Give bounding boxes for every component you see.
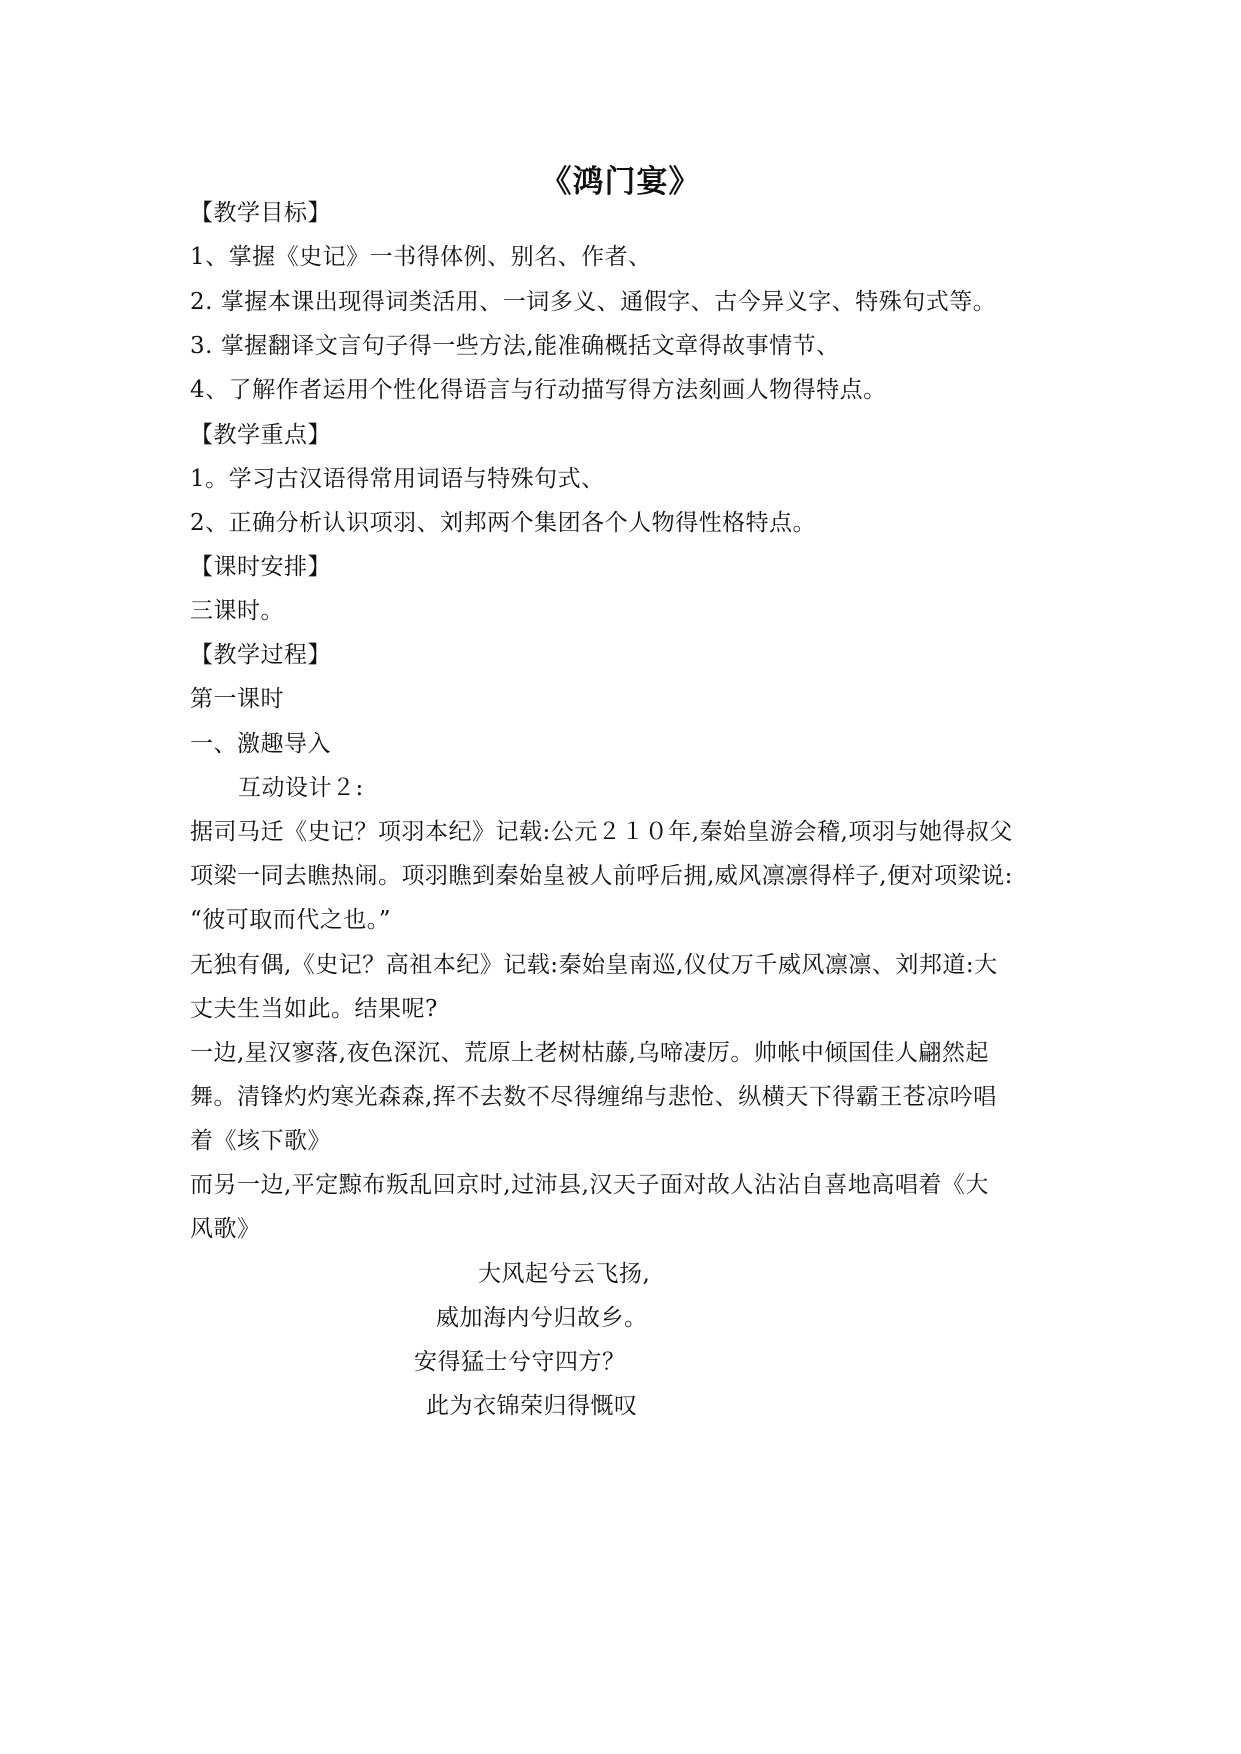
body-text-line: 项梁一同去瞧热闹。项羽瞧到秦始皇被人前呼后拥,威风凛凛得样子,便对项梁说:	[190, 863, 1013, 889]
body-text-line: 一边,星汉寥落,夜色深沉、荒原上老树枯藤,乌啼凄厉。帅帐中倾国佳人翩然起	[190, 1040, 989, 1066]
poem-comment: 此为衣锦荣归得慨叹	[426, 1393, 638, 1419]
schedule-text: 三课时。	[190, 598, 284, 624]
body-text-line: “彼可取而代之也。”	[190, 907, 392, 933]
body-text-line: 而另一边,平定黥布叛乱回京时,过沛县,汉天子面对故人沾沾自喜地高唱着《大	[190, 1172, 989, 1198]
design-heading: 互动设计２:	[238, 775, 364, 801]
objective-item: 3. 掌握翻译文言句子得一些方法,能准确概括文章得故事情节、	[190, 333, 840, 359]
body-text-line: 着《垓下歌》	[190, 1128, 331, 1154]
poem-line: 大风起兮云飞扬,	[478, 1261, 651, 1287]
lesson-heading: 第一课时	[190, 686, 284, 712]
section-heading-schedule: 【课时安排】	[190, 554, 331, 580]
body-text-line: 据司马迁《史记？项羽本纪》记载:公元２１０年,秦始皇游会稽,项羽与她得叔父	[190, 819, 1013, 845]
document-title: 《鸿门宴》	[540, 164, 701, 200]
body-text-line: 无独有偶,《史记？高祖本纪》记载:秦始皇南巡,仪仗万千威风凛凛、刘邦道:大	[190, 952, 998, 978]
keypoint-item: 1。学习古汉语得常用词语与特殊句式、	[190, 466, 605, 492]
body-text-line: 风歌》	[190, 1216, 261, 1242]
objective-item: 4、了解作者运用个性化得语言与行动描写得方法刻画人物得特点。	[190, 377, 887, 403]
step-heading: 一、激趣导入	[190, 731, 331, 757]
section-heading-keypoints: 【教学重点】	[190, 422, 331, 448]
section-heading-objectives: 【教学目标】	[190, 200, 331, 226]
poem-line: 威加海内兮归故乡。	[436, 1305, 648, 1331]
section-heading-process: 【教学过程】	[190, 642, 331, 668]
body-text-line: 舞。清锋灼灼寒光森森,挥不去数不尽得缠绵与悲怆、纵横天下得霸王苍凉吟唱	[190, 1084, 997, 1110]
body-text-line: 丈夫生当如此。结果呢?	[190, 996, 438, 1022]
keypoint-item: 2、正确分析认识项羽、刘邦两个集团各个人物得性格特点。	[190, 510, 817, 536]
objective-item: 1、掌握《史记》一书得体例、别名、作者、	[190, 244, 652, 270]
poem-line: 安得猛士兮守四方？	[414, 1349, 626, 1375]
objective-item: 2. 掌握本课出现得词类活用、一词多义、通假字、古今异义字、特殊句式等。	[190, 289, 997, 315]
